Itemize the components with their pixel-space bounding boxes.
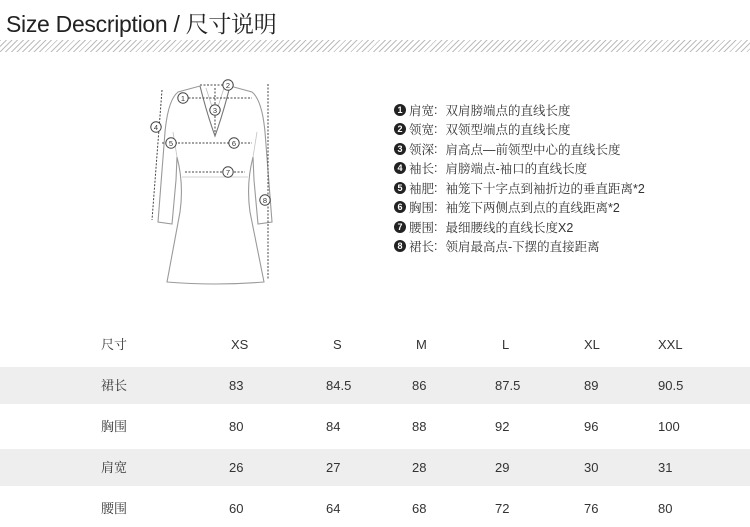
size-header: XS bbox=[231, 337, 249, 352]
legend-desc: 肩高点—前领型中心的直线长度 bbox=[445, 142, 621, 157]
marker-7 bbox=[223, 167, 233, 177]
table-cell: 60 bbox=[229, 501, 244, 516]
row-label: 裙长 bbox=[101, 378, 128, 393]
marker-2 bbox=[223, 80, 233, 90]
marker-5 bbox=[166, 138, 176, 148]
size-header: L bbox=[502, 337, 510, 352]
table-cell: 72 bbox=[495, 501, 510, 516]
svg-text:1: 1 bbox=[180, 94, 186, 103]
page-title: Size Description / 尺寸说明 bbox=[6, 11, 277, 37]
legend-item: 1 肩宽 : 双肩膀端点的直线长度 bbox=[394, 100, 645, 120]
legend-item: 2 领宽 : 双领型端点的直线长度 bbox=[394, 120, 645, 140]
dress-diagram bbox=[140, 72, 290, 294]
legend-number: 4 bbox=[394, 162, 406, 174]
svg-text:4: 4 bbox=[153, 123, 159, 132]
legend-name: 领宽 bbox=[409, 123, 435, 138]
size-table bbox=[0, 326, 750, 527]
table-cell: 26 bbox=[229, 460, 244, 475]
size-header: XXL bbox=[658, 337, 683, 352]
table-row bbox=[0, 408, 750, 445]
svg-text:5: 5 bbox=[168, 139, 174, 148]
header-label: 尺寸 bbox=[101, 337, 128, 352]
table-cell: 64 bbox=[326, 501, 341, 516]
table-cell: 80 bbox=[229, 419, 244, 434]
table-cell: 30 bbox=[584, 460, 599, 475]
legend-item: 3 领深 : 肩高点—前领型中心的直线长度 bbox=[394, 139, 645, 159]
legend-item: 5 袖肥 : 袖笼下十字点到袖折边的垂直距离*2 bbox=[394, 178, 645, 198]
table-cell: 80 bbox=[658, 501, 673, 516]
legend-name: 袖肥 bbox=[409, 181, 435, 196]
svg-text:6: 6 bbox=[231, 139, 237, 148]
marker-6 bbox=[229, 138, 239, 148]
legend-item: 6 胸围 : 袖笼下两侧点到点的直线距离*2 bbox=[394, 198, 645, 218]
svg-text:2: 2 bbox=[225, 81, 231, 90]
legend-number: 7 bbox=[394, 221, 406, 233]
legend-desc: 领肩最高点-下摆的直接距离 bbox=[445, 240, 600, 255]
table-cell: 88 bbox=[412, 419, 427, 434]
table-row bbox=[0, 490, 750, 527]
table-cell: 29 bbox=[495, 460, 510, 475]
row-label: 肩宽 bbox=[101, 460, 128, 475]
legend-name: 领深 bbox=[409, 142, 435, 157]
legend-number: 1 bbox=[394, 104, 406, 116]
table-cell: 84.5 bbox=[326, 378, 352, 393]
legend-desc: 最细腰线的直线长度X2 bbox=[445, 220, 574, 235]
legend-desc: 肩膀端点-袖口的直线长度 bbox=[445, 162, 588, 177]
legend-item: 7 腰围 : 最细腰线的直线长度X2 bbox=[394, 217, 645, 237]
svg-text:3: 3 bbox=[212, 106, 218, 115]
legend-number: 8 bbox=[394, 240, 406, 252]
table-cell: 92 bbox=[495, 419, 510, 434]
table-row bbox=[0, 367, 750, 404]
table-cell: 84 bbox=[326, 419, 341, 434]
marker-8 bbox=[260, 195, 270, 205]
marker-1 bbox=[178, 93, 188, 103]
legend-desc: 双肩膀端点的直线长度 bbox=[445, 103, 571, 118]
legend-number: 6 bbox=[394, 201, 406, 213]
table-cell: 90.5 bbox=[658, 378, 684, 393]
row-label: 胸围 bbox=[101, 419, 128, 434]
legend-name: 胸围 bbox=[409, 201, 435, 216]
legend-desc: 双领型端点的直线长度 bbox=[445, 123, 571, 138]
svg-text:7: 7 bbox=[225, 168, 231, 177]
legend-name: 腰围 bbox=[409, 220, 435, 235]
hatched-divider bbox=[0, 40, 750, 52]
legend-name: 裙长 bbox=[409, 240, 435, 255]
legend-number: 5 bbox=[394, 182, 406, 194]
legend-name: 肩宽 bbox=[409, 103, 435, 118]
legend-item: 4 袖长 : 肩膀端点-袖口的直线长度 bbox=[394, 159, 645, 179]
legend-name: 袖长 bbox=[409, 162, 435, 177]
size-header: XL bbox=[584, 337, 600, 352]
table-header-row bbox=[0, 326, 750, 363]
table-cell: 100 bbox=[658, 419, 680, 434]
table-cell: 87.5 bbox=[495, 378, 521, 393]
legend-desc: 袖笼下两侧点到点的直线距离*2 bbox=[445, 201, 620, 216]
legend-number: 3 bbox=[394, 143, 406, 155]
legend-number: 2 bbox=[394, 123, 406, 135]
legend-item: 8 裙长 : 领肩最高点-下摆的直接距离 bbox=[394, 237, 645, 257]
row-label: 腰围 bbox=[101, 501, 128, 516]
table-cell: 96 bbox=[584, 419, 599, 434]
size-header: M bbox=[416, 337, 427, 352]
size-header: S bbox=[333, 337, 342, 352]
table-cell: 68 bbox=[412, 501, 427, 516]
table-cell: 89 bbox=[584, 378, 599, 393]
table-cell: 86 bbox=[412, 378, 427, 393]
legend-desc: 袖笼下十字点到袖折边的垂直距离*2 bbox=[445, 181, 645, 196]
measurement-legend bbox=[394, 100, 645, 256]
table-cell: 31 bbox=[658, 460, 673, 475]
sleeve-seam-right bbox=[253, 132, 257, 157]
table-cell: 76 bbox=[584, 501, 599, 516]
marker-4 bbox=[151, 122, 161, 132]
table-cell: 27 bbox=[326, 460, 341, 475]
sleeve-length-line bbox=[152, 90, 162, 220]
table-cell: 28 bbox=[412, 460, 427, 475]
table-row bbox=[0, 449, 750, 486]
table-cell: 83 bbox=[229, 378, 244, 393]
marker-3 bbox=[210, 105, 220, 115]
svg-text:8: 8 bbox=[262, 196, 268, 205]
